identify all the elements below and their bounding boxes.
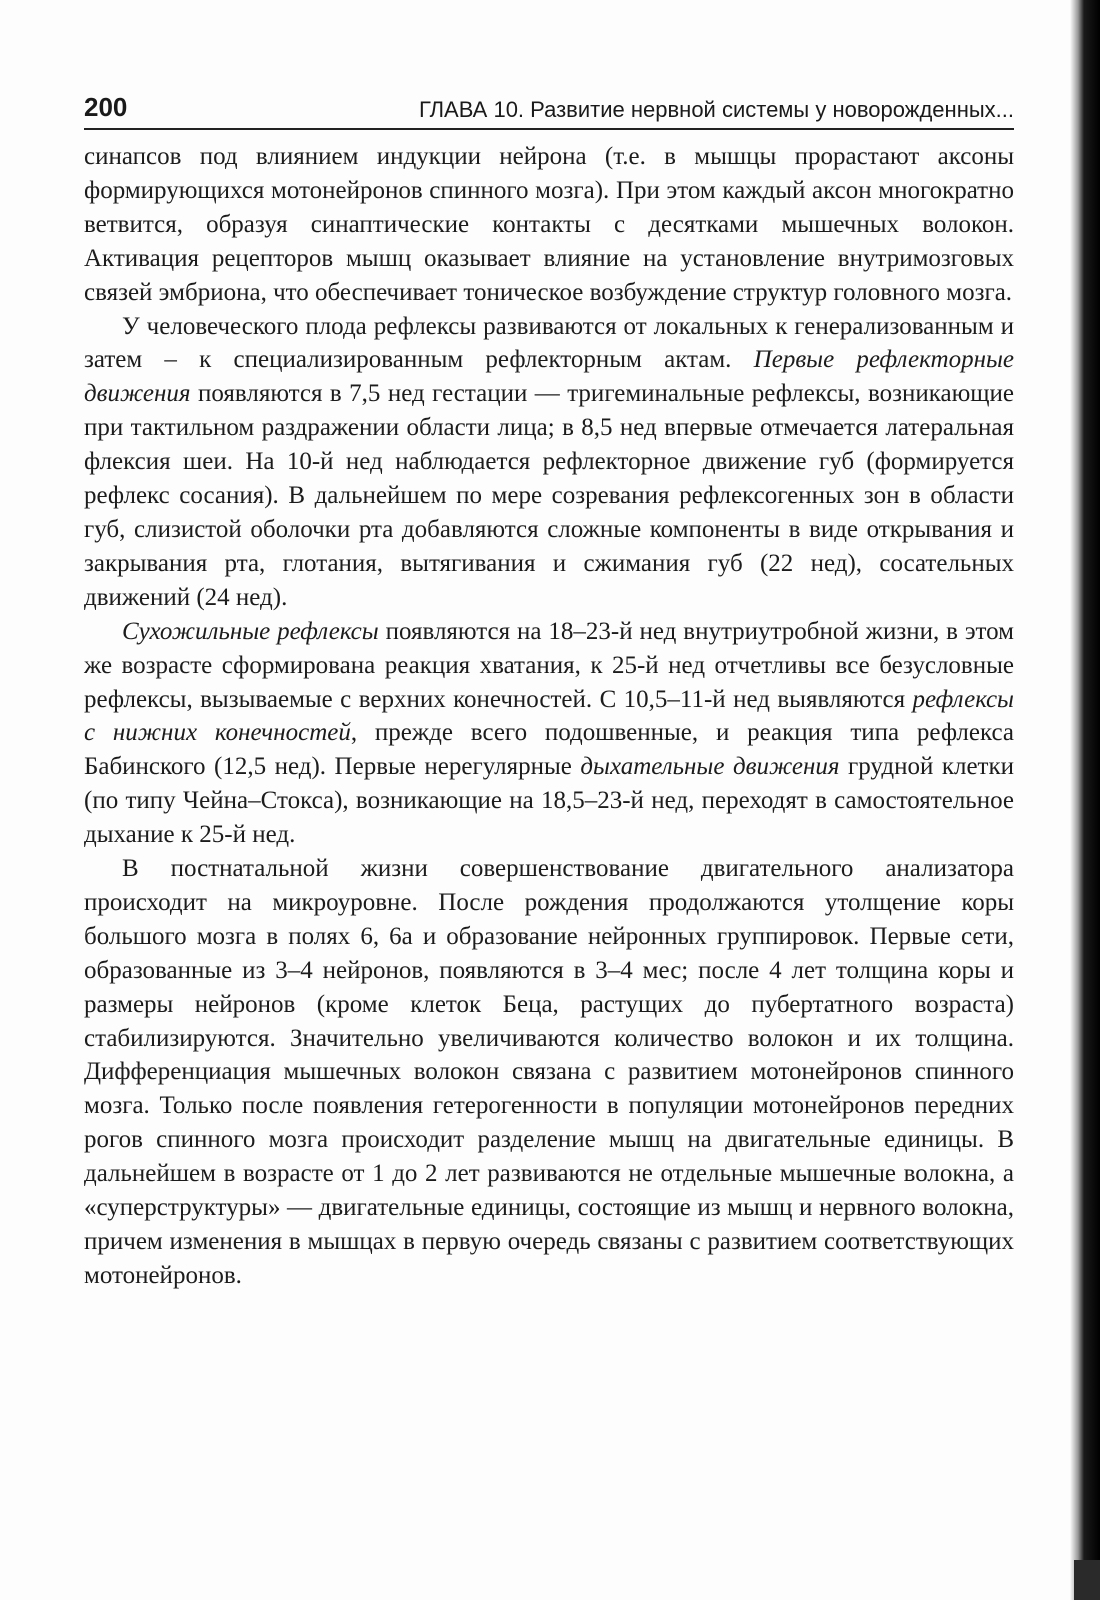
chapter-title: ГЛАВА 10. Развитие нервной системы у новорожденных... <box>418 97 1014 122</box>
paragraph-1: синапсов под влиянием индукции нейрона (т.е. в мышцы прорастают аксоны формирующихся мотонейронов спинного мозга). При этом каждый аксон многократно ветвится, образуя синаптические контакты с десятками мышечных волокон. Активация рецепторов мышц оказывает влияние на установление внутримозговых связей эмбриона, что обеспечивает тоническое возбуждение структур головного мозга. <box>84 143 1014 306</box>
running-header <box>84 88 1014 130</box>
paragraph-3 <box>84 615 1014 852</box>
book-spine-shadow <box>1070 0 1100 1600</box>
paragraph-3-text-b: , прежде всего подошвенные, и реакция типа рефлекса Бабинского (12,5 нед). Первые нерегулярные <box>84 719 1014 781</box>
book-spine-corner <box>1074 1560 1100 1600</box>
paragraph-2-text-a: У человеческого плода рефлексы развиваются от локальных к генерализованным и затем – к специализированным рефлекторным актам. <box>84 312 1014 374</box>
body-text <box>84 140 1014 1293</box>
paragraph-4: В постнатальной жизни совершенствование двигательного анализатора происходит на микроуровне. После рождения продолжаются утолщение коры большого мозга в полях 6, 6а и образование нейронных группировок. Первые сети, образованные из 3–4 нейронов, появляются в 3–4 мес; после 4 лет толщина коры и размеры нейронов (кроме клеток Беца, растущих до пубертатного возраста) стабилизируются. Значительно увеличиваются количество волокон и их толщина. Дифференциация мышечных волокон связана с развитием мотонейронов спинного мозга. Только после появления гетерогенности в популяции мотонейронов передних рогов спинного мозга происходит разделение мышц на двигательные единицы. В дальнейшем в возрасте от 1 до 2 лет развиваются не отдельные мышечные волокна, а «суперструктуры» — двигательные единицы, состоящие из мышц и нервного волокна, причем изменения в мышцах в первую очередь связаны с развитием соответствующих мотонейронов. <box>84 855 1014 1289</box>
term-tendon-reflexes: Сухожильные рефлексы <box>122 617 379 645</box>
paragraph-3-text-c: грудной клетки (по типу Чейна–Стокса), возникающие на 18,5–23-й нед, переходят в самостоятельное дыхание к 25-й нед. <box>84 753 1014 849</box>
term-lower-limb-reflexes: рефлексы с нижних конечностей <box>84 685 1014 747</box>
term-breathing-movements: дыхательные движения <box>580 753 840 781</box>
paragraph-3-text-a: появляются на 18–23-й нед внутриутробной жизни, в этом же возрасте сформирована реакция хватания, к 25-й нед отчетливы все безусловные рефлексы, вызываемые с верхних конечностей. С 10,5–11-й нед выявляются <box>84 617 1014 713</box>
paragraph-2-text-b: появляются в 7,5 нед гестации — тригеминальные рефлексы, возникающие при тактильном раздражении области лица; в 8,5 нед впервые отмечается латеральная флексия шеи. На 10-й нед наблюдается рефлекторное движение губ (формируется рефлекс сосания). В дальнейшем по мере созревания рефлексогенных зон в области губ, слизистой оболочки рта добавляются сложные компоненты в виде открывания и закрывания рта, глотания, вытягивания и сжимания губ (22 нед), сосательных движений (24 нед). <box>84 380 1014 611</box>
paragraph-2 <box>84 310 1014 615</box>
page-number: 200 <box>84 92 128 122</box>
term-first-reflex-movements: Первые рефлекторные движения <box>84 346 1014 408</box>
